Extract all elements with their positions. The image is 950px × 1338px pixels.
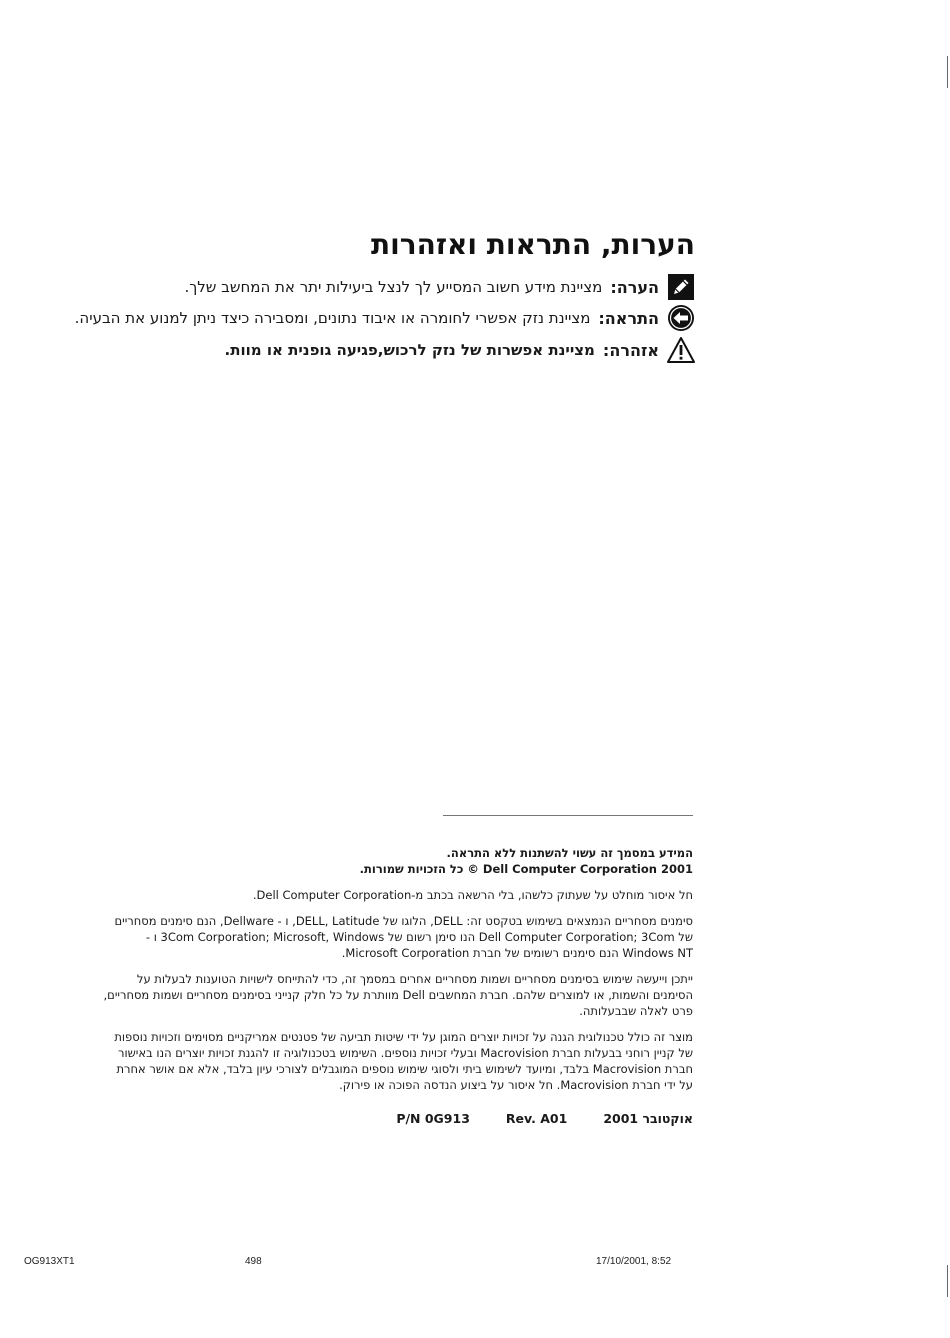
warning-triangle-icon	[667, 336, 695, 364]
warning-notice	[225, 336, 696, 364]
caution-notice	[75, 304, 695, 332]
subject-to-change-text: המידע במסמך זה עשוי להשתנות ללא התראה.	[446, 846, 693, 860]
caution-arrow-icon	[667, 304, 695, 332]
caution-text: מציינת נזק אפשרי לחומרה או איבוד נתונים, ומסבירה כיצד ניתן למנוע את הבעיה.	[74, 309, 591, 327]
page-title: הערות, התראות ואזהרות	[371, 228, 695, 261]
legal-notices	[103, 845, 693, 1103]
warning-text: מציינת אפשרות של נזק לרכוש,פגיעה גופנית או מוות.	[224, 341, 595, 359]
reproduction-text: חל איסור מוחלט על שעתוק כלשהו, בלי הרשאה בכתב מ-Dell Computer Corporation.	[252, 888, 693, 902]
section-divider	[443, 815, 693, 816]
part-number: P/N 0G913	[396, 1111, 470, 1126]
other-marks-text: ייתכן וייעשה שימוש בסימנים מסחריים ושמות מסחריים אחרים במסמך זה, כדי להתייחס לישויות הטוענות לבעלות על הסימנים והשמות, או למוצרים שלהם. חברת המחשבים Dell מוותרת על כל חלק קנייני בסימנים מסחריים ושמות מסחריים, פרט לאלה שבבעלותה.	[103, 972, 693, 1018]
edge-mark	[947, 1265, 948, 1297]
note-label: הערה:	[610, 277, 659, 297]
revision-number: Rev. A01	[505, 1111, 568, 1126]
caution-label: התראה:	[598, 308, 659, 328]
note-pencil-icon	[667, 273, 695, 301]
copyright-text: 2001 Dell Computer Corporation © כל הזכויות שמורות.	[359, 862, 693, 876]
edge-mark	[947, 56, 948, 88]
footer-timestamp: 17/10/2001, 8:52	[596, 1256, 672, 1267]
note-notice	[184, 273, 695, 301]
footer-file-code: OG913XT1	[24, 1256, 75, 1267]
publication-date: אוקטובר 2001	[603, 1111, 693, 1126]
note-text: מציינת מידע חשוב המסייע לך לנצל ביעילות יתר את המחשב שלך.	[184, 278, 603, 296]
trademarks-text: סימנים מסחריים הנמצאים בשימוש בטקסט זה: DELL, הלוגו של DELL, Latitude, ו - Dellware, הנם סימנים מסחריים של Dell Computer Corporation; 3Com הנו סימן רשום של 3Com Corporation; Microsoft, Windows ו -Windows NT הנם סימנים רשומים של חברת Microsoft Corporation.	[114, 914, 693, 960]
document-meta	[396, 1111, 693, 1126]
warning-label: אזהרה:	[602, 340, 659, 360]
macrovision-text: מוצר זה כולל טכנולוגית הגנה על זכויות יוצרים המוגן על ידי שיטות תביעה של פטנטים אמריקניים מסוימים וזכויות נוספות של קניין רוחני בבעלות חברת Macrovision ובעלי זכויות נוספים. השימוש בטכנולוגיה זו להגנת זכויות יוצרים הנו באישור חברת Macrovision בלבד, ומיועד לשימוש ביתי ולסוגי שימוש נוספים המוגבלים לצורכי עיון בלבד, אלא אם אושר אחרת על ידי חברת Macrovision. חל איסור על ביצוע הנדסה הפוכה או פירוק.	[114, 1030, 693, 1092]
footer-page-number: 498	[245, 1256, 262, 1267]
